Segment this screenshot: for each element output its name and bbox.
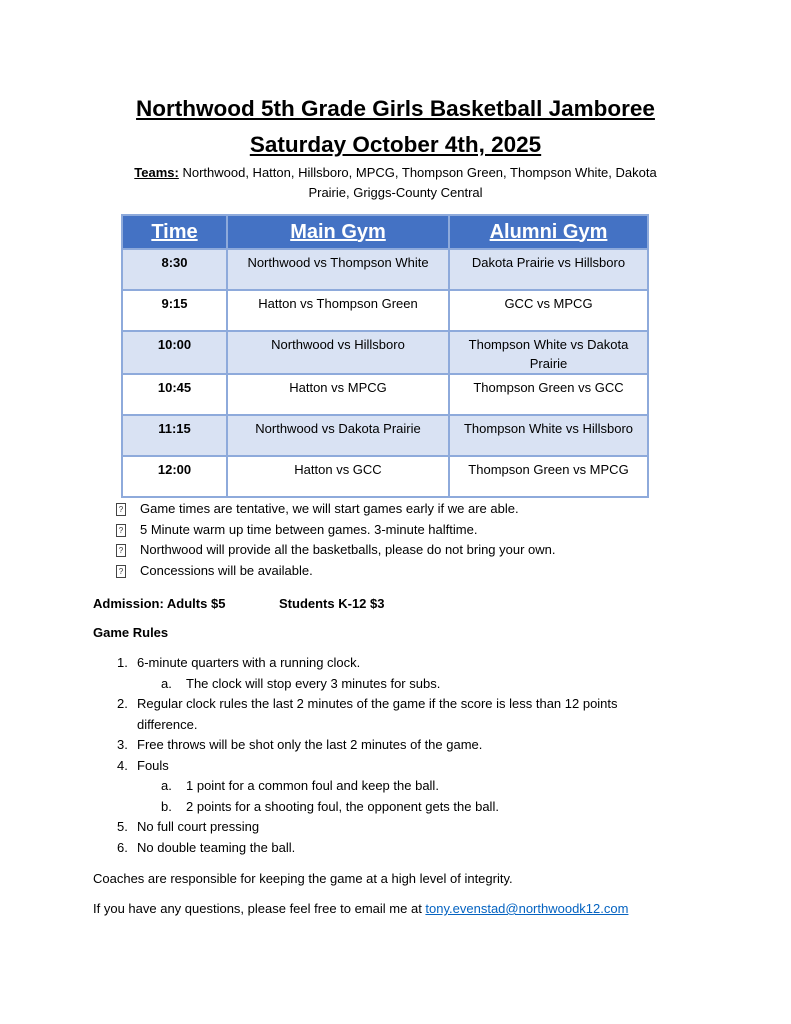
rule-2 [117, 695, 618, 713]
teams-line-1: Northwood, Hatton, Hillsboro, MPCG, Thompson Green, Thompson White, Dakota [178, 165, 657, 180]
main-gym-cell: Hatton vs Thompson Green [227, 290, 449, 331]
header-main-gym: Main Gym [227, 215, 449, 249]
teams-list [100, 163, 691, 203]
rule-1 [117, 654, 360, 672]
note-text: 5 Minute warm up time between games. 3-minute halftime. [140, 522, 478, 537]
rule-text: Regular clock rules the last 2 minutes of the game if the score is less than 12 points [137, 696, 618, 711]
table-row [122, 290, 648, 331]
admission-adults: Admission: Adults $5 [93, 596, 226, 611]
note-item [116, 521, 477, 539]
rule-number: b. [161, 799, 172, 814]
rule-text: Free throws will be shot only the last 2 minutes of the game. [137, 737, 483, 752]
rule-4 [117, 757, 169, 775]
rule-text: Fouls [137, 758, 169, 773]
admission-students: Students K-12 $3 [279, 596, 385, 611]
coaches-note: Coaches are responsible for keeping the game at a high level of integrity. [93, 871, 513, 886]
rule-number: 1. [117, 655, 128, 670]
bullet-icon: ? [116, 544, 126, 557]
rule-number: 6. [117, 840, 128, 855]
alumni-gym-cell: Thompson White vs Hillsboro [449, 415, 648, 456]
time-cell: 11:15 [122, 415, 227, 456]
main-gym-cell: Hatton vs MPCG [227, 374, 449, 415]
rule-text: 6-minute quarters with a running clock. [137, 655, 361, 670]
email-link[interactable]: tony.evenstad@northwoodk12.com [425, 901, 629, 916]
main-gym-cell: Northwood vs Thompson White [227, 249, 449, 290]
bullet-icon: ? [116, 565, 126, 578]
rule-number: a. [161, 778, 172, 793]
rule-number: 3. [117, 737, 128, 752]
time-cell: 10:45 [122, 374, 227, 415]
main-gym-cell: Hatton vs GCC [227, 456, 449, 497]
rule-2-continued: difference. [137, 717, 198, 732]
note-item [116, 500, 519, 518]
time-cell: 12:00 [122, 456, 227, 497]
rule-4b [161, 798, 499, 816]
rule-number: a. [161, 676, 172, 691]
table-row [122, 456, 648, 497]
rule-3 [117, 736, 482, 754]
rule-text: No full court pressing [137, 819, 260, 834]
rule-text: 2 points for a shooting foul, the opponent gets the ball. [186, 799, 499, 814]
table-row [122, 249, 648, 290]
table-row [122, 415, 648, 456]
note-item [116, 541, 556, 559]
title-line-1: Northwood 5th Grade Girls Basketball Jamboree [136, 96, 655, 121]
rules-heading: Game Rules [93, 625, 169, 640]
rule-4a [161, 777, 439, 795]
rule-1a [161, 675, 440, 693]
table-row [122, 331, 648, 374]
alumni-gym-cell: Thompson Green vs GCC [449, 374, 648, 415]
rule-text: The clock will stop every 3 minutes for subs. [186, 676, 441, 691]
rule-number: 2. [117, 696, 128, 711]
main-gym-cell: Northwood vs Hillsboro [227, 331, 449, 374]
bullet-icon: ? [116, 503, 126, 516]
rule-6 [117, 839, 295, 857]
contact-line [93, 900, 628, 918]
time-cell: 8:30 [122, 249, 227, 290]
main-gym-cell: Northwood vs Dakota Prairie [227, 415, 449, 456]
bullet-icon: ? [116, 524, 126, 537]
schedule-table [121, 214, 649, 498]
alumni-gym-cell: GCC vs MPCG [449, 290, 648, 331]
note-item [116, 562, 313, 580]
rule-5 [117, 818, 259, 836]
table-row [122, 374, 648, 415]
rule-number: 4. [117, 758, 128, 773]
rule-text: No double teaming the ball. [137, 840, 296, 855]
rule-text: 1 point for a common foul and keep the ball. [186, 778, 439, 793]
time-cell: 10:00 [122, 331, 227, 374]
note-text: Game times are tentative, we will start games early if we are able. [140, 501, 519, 516]
rule-number: 5. [117, 819, 128, 834]
alumni-gym-cell: Thompson Green vs MPCG [449, 456, 648, 497]
note-text: Concessions will be available. [140, 563, 313, 578]
schedule-header-row [122, 215, 648, 249]
alumni-gym-cell: Dakota Prairie vs Hillsboro [449, 249, 648, 290]
teams-label: Teams: [134, 165, 179, 180]
header-time: Time [122, 215, 227, 249]
alumni-gym-cell: Thompson White vs Dakota Prairie [449, 331, 648, 374]
title-line-2: Saturday October 4th, 2025 [249, 132, 542, 157]
header-alumni-gym: Alumni Gym [449, 215, 648, 249]
contact-text: If you have any questions, please feel free to email me at [93, 901, 426, 916]
time-cell: 9:15 [122, 290, 227, 331]
note-text: Northwood will provide all the basketballs, please do not bring your own. [140, 542, 556, 557]
teams-line-2: Prairie, Griggs-County Central [308, 185, 483, 200]
